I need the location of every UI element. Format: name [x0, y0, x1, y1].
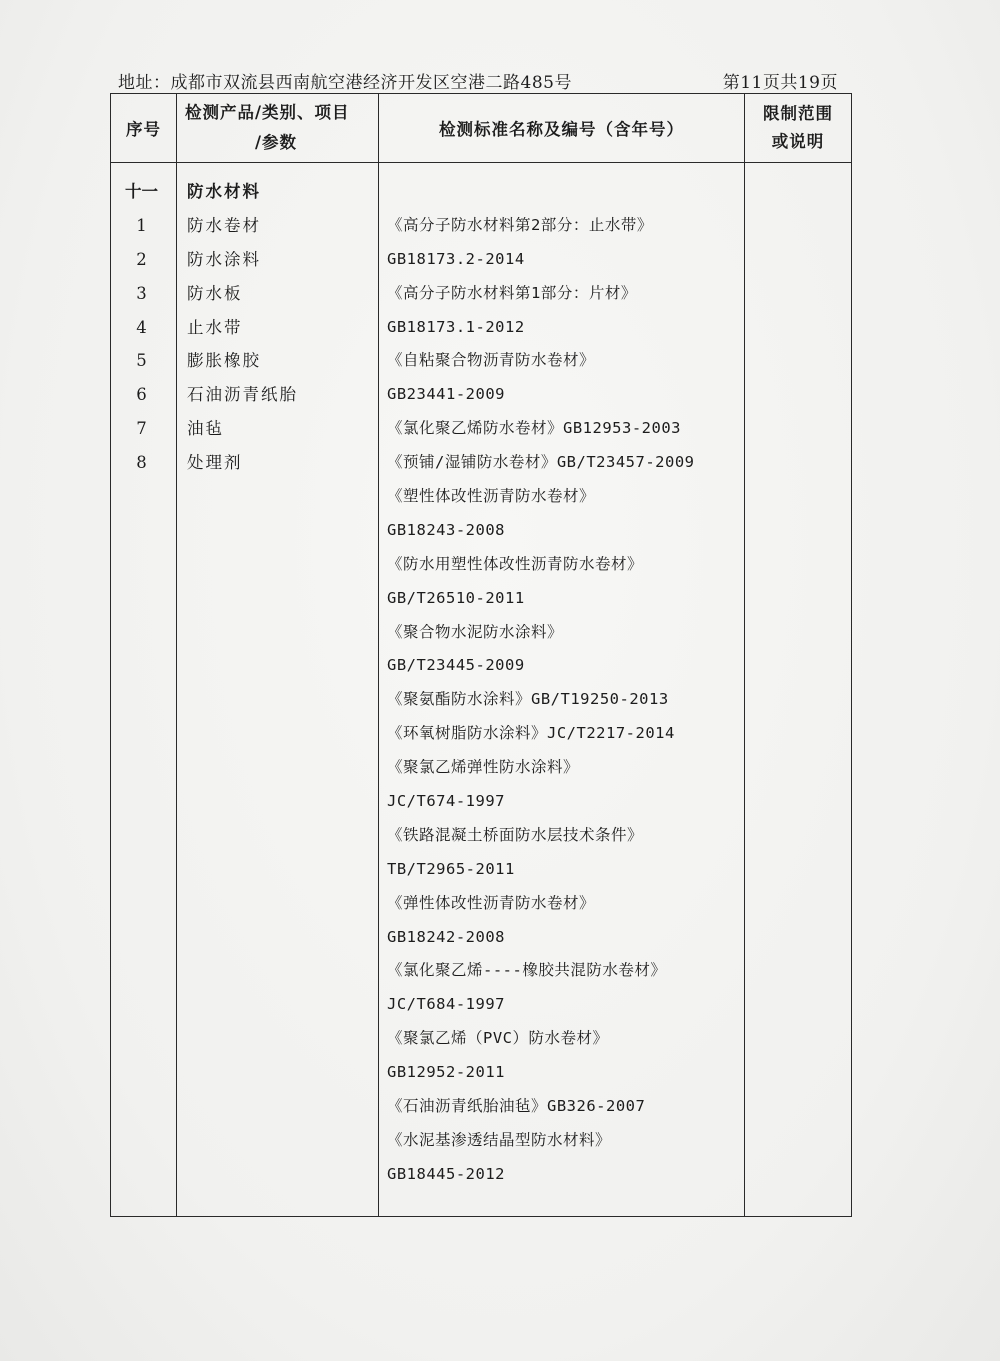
item-name: 防水板 — [187, 283, 243, 303]
item-seq: 5 — [136, 351, 147, 371]
standard-line: GB12952-2011 — [387, 1063, 505, 1082]
item-seq: 4 — [136, 317, 147, 337]
standard-line: 《聚氯乙烯弹性防水涂料》 — [387, 758, 580, 777]
page-number: 第11页共19页 — [722, 73, 838, 93]
standard-line: GB23441-2009 — [387, 385, 505, 404]
header-product — [177, 94, 379, 163]
standard-line: GB18445-2012 — [387, 1164, 505, 1183]
standard-line: 《高分子防水材料第1部分：片材》 — [387, 283, 637, 302]
standard-line: GB18173.1-2012 — [387, 317, 525, 336]
item-name: 处理剂 — [187, 453, 243, 473]
inspection-table — [110, 93, 852, 1217]
header-limit-line2: 或说明 — [771, 132, 825, 151]
standard-line: GB/T26510-2011 — [387, 588, 525, 607]
standard-line: JC/T674-1997 — [387, 792, 505, 811]
standard-line: 《石油沥青纸胎油毡》GB326-2007 — [387, 1097, 646, 1116]
standard-line: TB/T2965-2011 — [387, 859, 515, 878]
item-name: 防水涂料 — [187, 249, 261, 269]
standard-line: 《预铺/湿铺防水卷材》GB/T23457-2009 — [387, 453, 695, 472]
item-seq: 7 — [136, 419, 147, 439]
standard-line: 《塑性体改性沥青防水卷材》 — [387, 487, 596, 506]
item-name: 油毡 — [187, 419, 224, 439]
item-name: 防水卷材 — [187, 215, 261, 235]
section-name: 防水材料 — [187, 182, 261, 201]
seq-column — [111, 163, 177, 1217]
header-standard: 检测标准名称及编号（含年号） — [379, 94, 745, 163]
standard-line: 《聚合物水泥防水涂料》 — [387, 622, 564, 641]
item-name: 石油沥青纸胎 — [187, 385, 298, 405]
standard-line: 《铁路混凝土桥面防水层技术条件》 — [387, 825, 644, 844]
product-column — [177, 163, 379, 1217]
standard-line: 《水泥基渗透结晶型防水材料》 — [387, 1130, 612, 1149]
item-seq: 2 — [136, 249, 147, 269]
item-seq: 3 — [136, 283, 147, 303]
standard-line: 《高分子防水材料第2部分：止水带》 — [387, 215, 653, 234]
page-header — [118, 68, 848, 92]
standard-line: 《防水用塑性体改性沥青防水卷材》 — [387, 554, 644, 573]
standard-line: 《自粘聚合物沥青防水卷材》 — [387, 351, 596, 370]
header-product-line2: /参数 — [255, 133, 298, 152]
standard-line: 《聚氯乙烯（PVC）防水卷材》 — [387, 1029, 609, 1048]
item-name: 止水带 — [187, 317, 243, 337]
standard-line: 《氯化聚乙烯----橡胶共混防水卷材》 — [387, 961, 667, 980]
table-body-row — [111, 163, 852, 1217]
standard-line: 《弹性体改性沥青防水卷材》 — [387, 893, 596, 912]
standard-line: GB18173.2-2014 — [387, 249, 525, 268]
item-seq: 6 — [136, 385, 147, 405]
limit-column — [745, 163, 852, 1217]
section-seq: 十一 — [125, 182, 158, 201]
standard-line: 《聚氨酯防水涂料》GB/T19250-2013 — [387, 690, 669, 709]
standard-column — [379, 163, 745, 1217]
item-seq: 1 — [136, 215, 147, 235]
standard-line: GB/T23445-2009 — [387, 656, 525, 675]
standard-line: 《氯化聚乙烯防水卷材》GB12953-2003 — [387, 419, 681, 438]
standard-line: GB18242-2008 — [387, 927, 505, 946]
header-limit-line1: 限制范围 — [763, 104, 833, 123]
standard-line: 《环氧树脂防水涂料》JC/T2217-2014 — [387, 724, 675, 743]
item-name: 膨胀橡胶 — [187, 351, 261, 371]
item-seq: 8 — [136, 453, 147, 473]
header-limit — [745, 94, 852, 163]
standard-line: JC/T684-1997 — [387, 995, 505, 1014]
standard-line: GB18243-2008 — [387, 520, 505, 539]
table-header-row — [111, 94, 852, 163]
address-text: 地址：成都市双流县西南航空港经济开发区空港二路485号 — [118, 73, 572, 93]
header-product-line1: 检测产品/类别、项目 — [185, 103, 350, 122]
header-seq: 序号 — [111, 94, 177, 163]
